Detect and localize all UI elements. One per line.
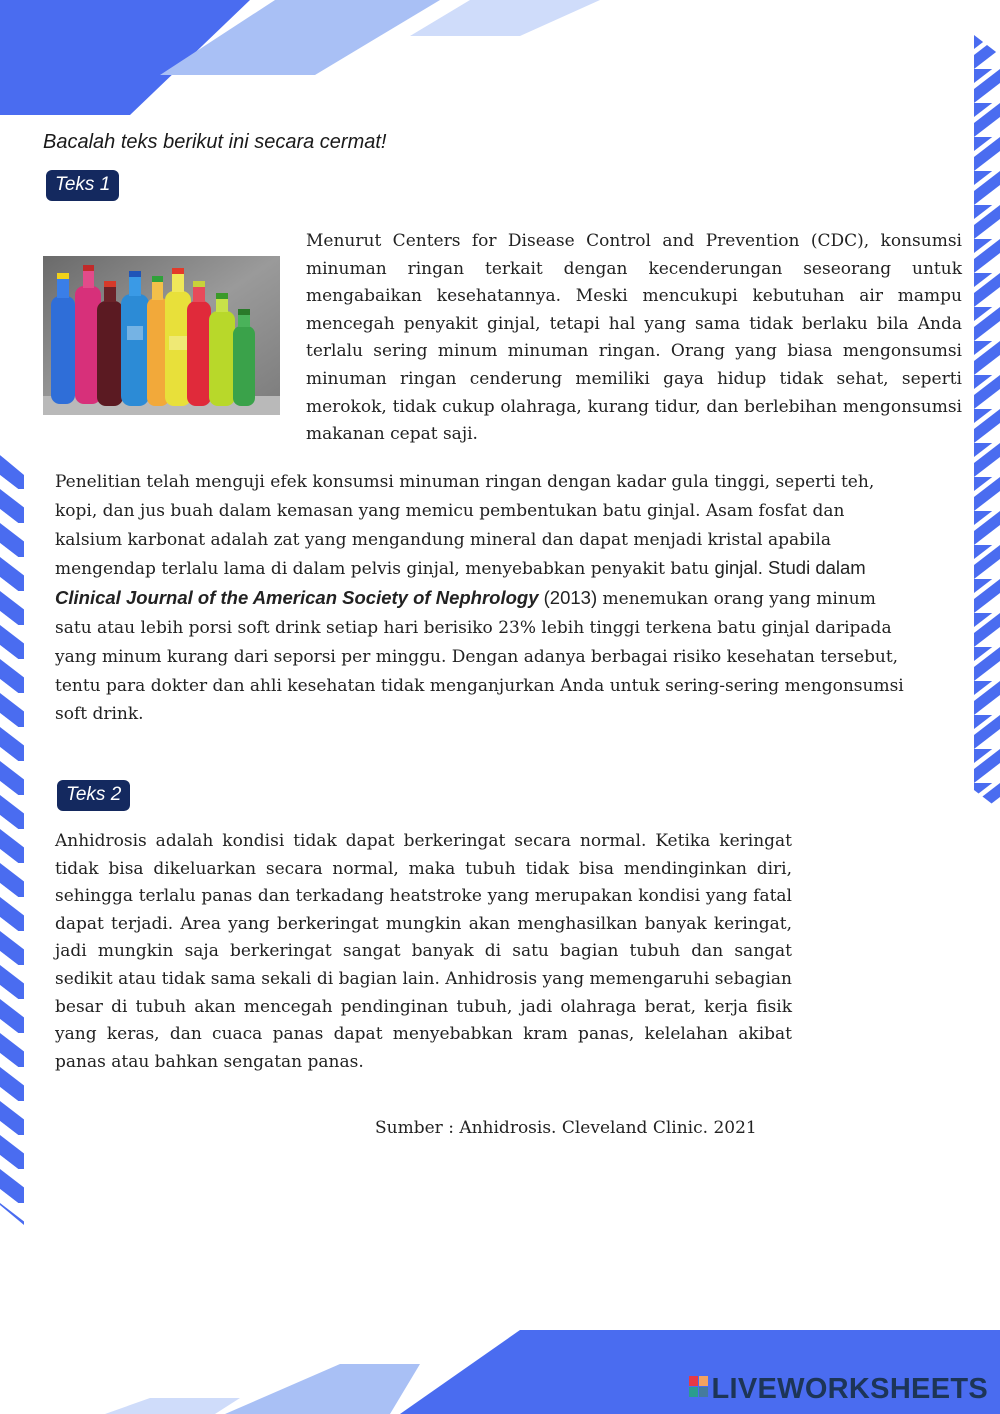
right-stripe-decoration: [974, 35, 1000, 810]
paragraph-2-part-c: (2013): [538, 587, 598, 609]
soft-drink-bottles-image: [43, 256, 280, 415]
left-stripe-decoration: [0, 455, 26, 1225]
paragraph-2-part-a: Penelitian telah menguji efek konsumsi minuman ringan dengan kadar gula tinggi, seperti teh, kopi, dan jus buah dalam kemasan yang memicu pembentukan batu ginjal. Asam fosfat dan kalsium karbonat adalah zat yang mengandung mineral dan dapat menjadi kristal apabila mengendap terlalu lama di dalam pelvis ginjal, menyebabkan penyakit batu: [55, 472, 875, 580]
teks-1-badge: Teks 1: [46, 170, 119, 201]
source-citation: Sumber : Anhidrosis. Cleveland Clinic. 2021: [375, 1118, 757, 1138]
paragraph-2-part-d: menemukan orang yang minum satu atau lebih porsi soft drink setiap hari berisiko 23% lebih tinggi terkena batu ginjal daripada yang minum kurang dari seporsi per minggu. Dengan adanya berbagai risiko kesehatan tersebut, tentu para dokter dan ahli kesehatan tidak menganjurkan Anda untuk sering-sering mengonsumsi soft drink.: [55, 589, 904, 725]
top-left-decoration: [0, 0, 620, 120]
teks-1-paragraph-2: [55, 468, 905, 729]
teks-2-badge: Teks 2: [57, 780, 130, 811]
teks-2-paragraph: Anhidrosis adalah kondisi tidak dapat berkeringat secara normal. Ketika keringat tidak bisa dikeluarkan secara normal, maka tubuh tidak bisa mendinginkan diri, sehingga terlalu panas dan terkadang heatstroke yang merupakan kondisi yang fatal dapat terjadi. Area yang berkeringat mungkin akan menghasilkan banyak keringat, jadi mungkin saja berkeringat sangat banyak di satu bagian tubuh dan sangat sedikit atau tidak sama sekali di bagian lain. Anhidrosis yang memengaruhi sebagian besar di tubuh akan mencegah pendinginan tubuh, jadi olahraga berat, kerja fisik yang keras, dan cuaca panas dapat menyebabkan kram panas, kelelahan akibat panas atau bahkan sengatan panas.: [55, 831, 792, 1072]
liveworksheets-logo[interactable]: [689, 1373, 989, 1406]
instruction-text: Bacalah teks berikut ini secara cermat!: [43, 131, 387, 153]
teks-1-paragraph-1: Menurut Centers for Disease Control and Prevention (CDC), konsumsi minuman ringan terkait dengan kecenderungan seseorang untuk mengabaikan kesehatannya. Meski mencukupi kebutuhan air mampu mencegah penyakit ginjal, tetapi hal yang sama tidak berlaku bila Anda terlalu sering minum minuman ringan. Orang yang biasa mengonsumsi minuman ringan cenderung memiliki gaya hidup tidak sehat, seperti merokok, tidak cukup olahraga, kurang tidur, dan berlebihan mengonsumsi makanan cepat saji.: [306, 231, 962, 445]
paragraph-2-part-b: ginjal. Studi dalam: [714, 557, 866, 579]
liveworksheets-logo-text: LIVEWORKSHEETS: [711, 1373, 988, 1405]
journal-title: Clinical Journal of the American Society of Nephrology: [55, 587, 539, 609]
liveworksheets-logo-icon: [689, 1376, 709, 1398]
